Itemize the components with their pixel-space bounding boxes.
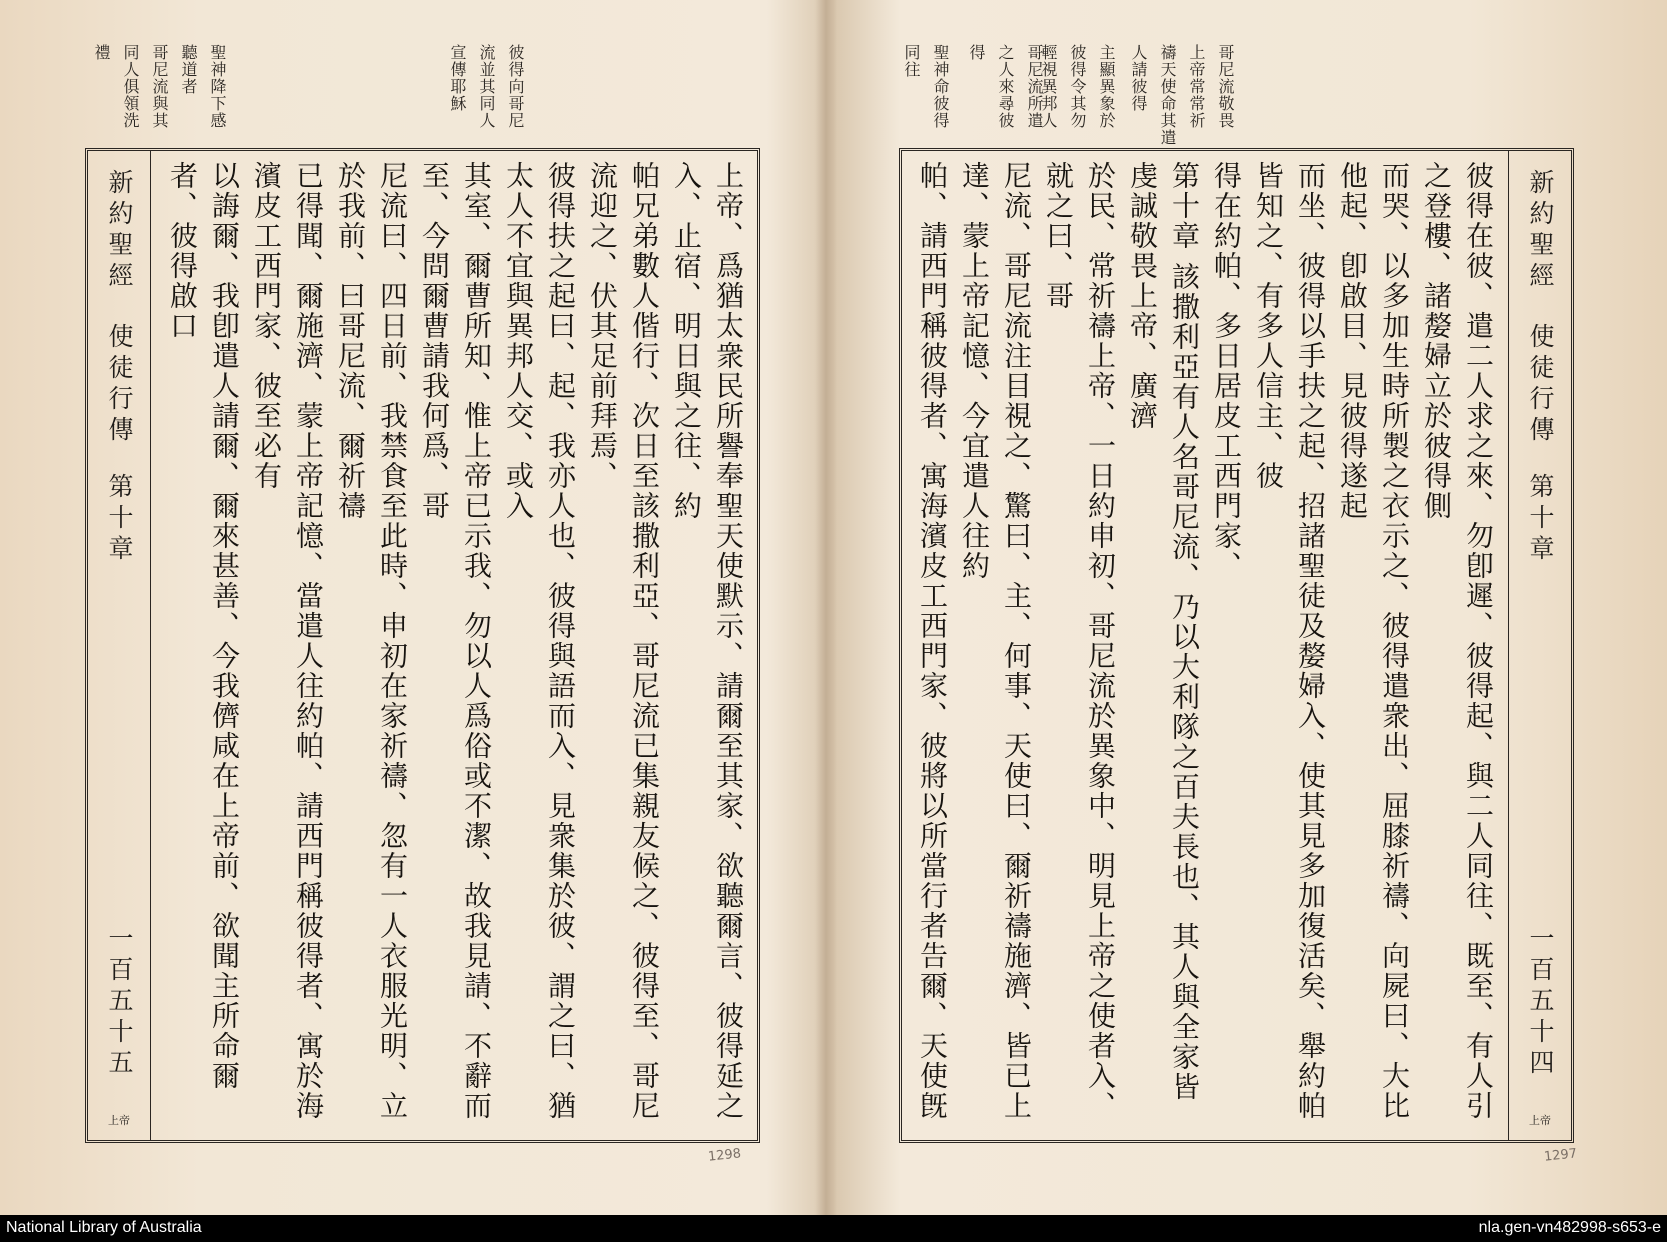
right-page [837, 0, 1667, 1215]
left-text-frame [85, 148, 760, 1143]
margin-note: 哥尼流與其 [150, 44, 169, 129]
margin-note: 哥尼流所遣 [1025, 44, 1044, 129]
chapter-title: 第十章 [105, 473, 134, 566]
page-number: 一百五十四 [1526, 925, 1555, 1080]
margin-note: 上帝常常祈 [1187, 44, 1206, 129]
margin-note: 流並其同人 [477, 44, 496, 129]
bleed-through-text [10, 44, 29, 61]
text-column: 帕、請西門稱彼得者、寓海濱皮工西門家、彼將以所當行者告爾、天使旣 [916, 161, 949, 1121]
left-page [0, 0, 815, 1215]
margin-note: 聽道者 [179, 44, 198, 95]
margin-note: 主顯異象於 [1097, 44, 1116, 129]
footer-identifier: nla.gen-vn482998-s653-e [1478, 1219, 1661, 1236]
text-column: 第十章 該撒利亞有人名哥尼流、乃以大利隊之百夫長也、其人與全家皆虔誠敬畏上帝、廣濟 [1126, 161, 1201, 1102]
printer-mark: 上帝 [108, 1114, 130, 1127]
book-title: 新約聖經 [105, 169, 134, 293]
footer-credit: National Library of Australia [6, 1219, 202, 1236]
margin-note: 人請彼得 [1129, 44, 1148, 112]
page-number: 一百五十五 [105, 925, 134, 1080]
right-margin-notes-4 [902, 44, 950, 129]
right-margin-notes-1 [1129, 44, 1235, 146]
right-page-header [1508, 151, 1571, 1140]
margin-note: 得 [967, 44, 986, 61]
right-margin-notes-2 [1039, 44, 1116, 129]
margin-note: 宣傳耶穌 [448, 44, 467, 112]
pencil-annotation: 1298 [707, 1146, 742, 1165]
margin-note: 聖神命彼得 [931, 44, 950, 129]
text-column: 已得聞、爾施濟、蒙上帝記憶、當遣人往約帕、請西門稱彼得者、寓於海濱皮工西門家、彼至必有 [250, 161, 325, 1121]
book-title: 新約聖經 [1526, 169, 1555, 293]
right-margin-notes-3 [967, 44, 1044, 129]
left-margin-notes-2 [448, 44, 525, 129]
margin-note: 禱天使命其遣 [1158, 44, 1177, 146]
text-column: 而哭、以多加生時所製之衣示之、彼得遣衆出、屈膝祈禱、向屍曰、大比他起、卽啟目、見彼得遂起 [1336, 161, 1411, 1121]
left-body-text [160, 161, 749, 1130]
margin-note: 聖神降下感 [208, 44, 227, 129]
margin-note: 同往 [902, 44, 921, 78]
section-title: 使徒行傳 [105, 323, 134, 447]
footer-bar [0, 1215, 1667, 1242]
margin-note: 禮 [92, 44, 111, 61]
left-margin-notes-1 [92, 44, 227, 129]
left-page-header [88, 151, 151, 1140]
text-column: 其室、爾曹所知、惟上帝已示我、勿以人爲俗或不潔、故我見請、不辭而至、今問爾曹請我何爲、哥 [418, 161, 493, 1121]
text-column: 以誨爾、我卽遣人請爾、爾來甚善、今我儕咸在上帝前、欲聞主所命爾者、彼得啟口 [166, 161, 241, 1091]
printer-mark: 上帝 [1529, 1114, 1551, 1127]
pencil-annotation: 1297 [1543, 1146, 1578, 1165]
text-column: 而坐、彼得以手扶之起、招諸聖徒及嫠婦入、使其見多加復活矣、舉約帕皆知之、有多人信主、彼 [1252, 161, 1327, 1121]
right-body-text [910, 161, 1499, 1130]
text-column: 尼流曰、四日前、我禁食至此時、申初在家祈禱、忽有一人衣服光明、立於我前、曰哥尼流、爾祈禱 [334, 161, 409, 1121]
text-column [160, 161, 161, 1130]
margin-note: 彼得令其勿 [1068, 44, 1087, 129]
margin-note: 之人來尋彼 [996, 44, 1015, 129]
text-column: 帕兄弟數人偕行、次日至該撒利亞、哥尼流已集親友候之、彼得至、哥尼流迎之、伏其足前拜焉、 [586, 161, 661, 1121]
chapter-title: 第十章 [1526, 473, 1555, 566]
text-column: 尼流、哥尼流注目視之、驚曰、主、何事、天使曰、爾祈禱施濟、皆已上達、蒙上帝記憶、今宜遣人往約 [958, 161, 1033, 1121]
margin-note: 同人俱領洗 [121, 44, 140, 129]
section-title: 使徒行傳 [1526, 323, 1555, 447]
text-column: 彼得扶之起曰、起、我亦人也、彼得與語而入、見衆集於彼、謂之曰、猶太人不宜與異邦人交、或入 [502, 161, 577, 1121]
book-gutter [815, 0, 837, 1215]
margin-note: 輕視異邦人 [1039, 44, 1058, 129]
text-column: 得在約帕、多日居皮工西門家、 [1210, 161, 1243, 581]
text-column: 彼得在彼、遣二人求之來、勿卽遲、彼得起、與二人同往、既至、有人引之登樓、諸嫠婦立於彼得側 [1420, 161, 1495, 1121]
text-column: 於民、常祈禱上帝、一日約申初、哥尼流於異象中、明見上帝之使者入、就之曰、哥 [1042, 161, 1117, 1121]
text-column: 上帝、爲猶太衆民所譽奉聖天使默示、請爾至其家、欲聽爾言、彼得延之入、止宿、明日與之往、約 [670, 161, 745, 1121]
margin-note: 彼得向哥尼 [506, 44, 525, 129]
right-text-frame [899, 148, 1574, 1143]
margin-note: 哥尼流敬畏 [1216, 44, 1235, 129]
